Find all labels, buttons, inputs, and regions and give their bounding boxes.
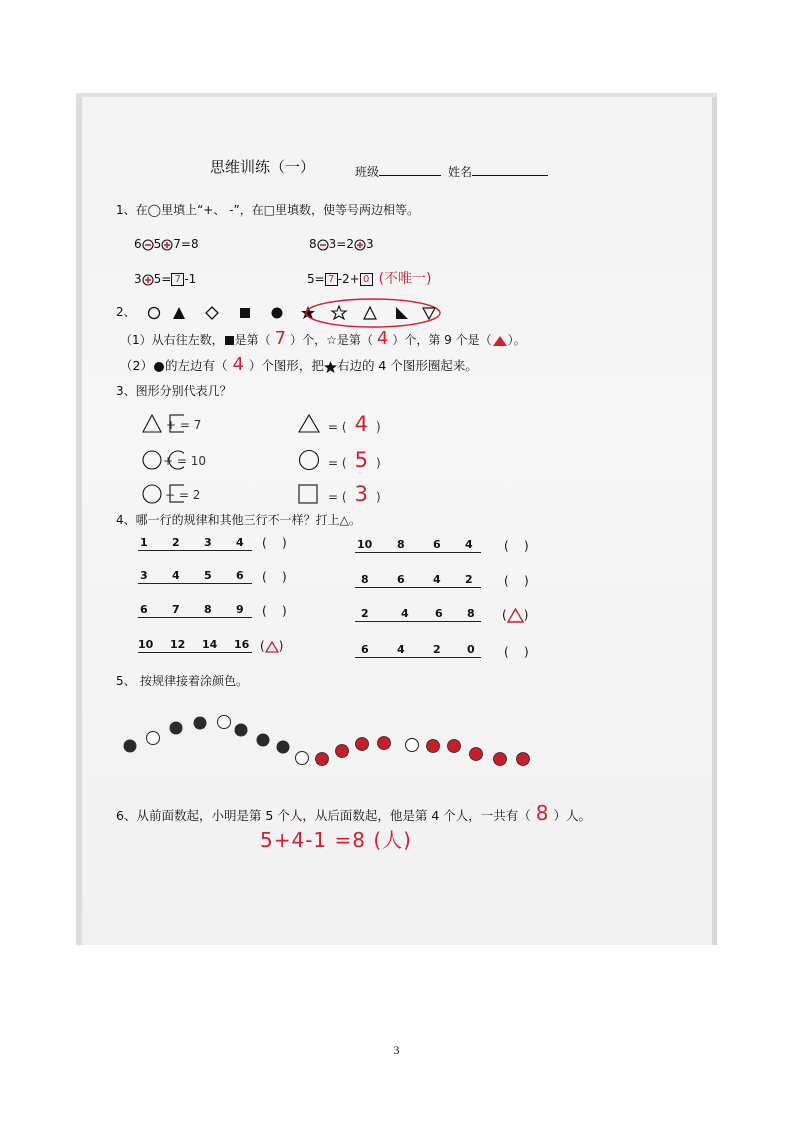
q6-prompt-a: 6、从前面数起，小明是第 5 个人，从后面数起，他是第 4 个人，一共有（ (116, 808, 531, 823)
q4-prompt: 4、哪一行的规律和其他三行不一样？打上△。 (116, 513, 361, 527)
name-label: 姓名 (448, 165, 473, 179)
paren-open: ( (262, 604, 267, 618)
q4-cell: 4 (172, 569, 180, 582)
q4-cell: 4 (397, 643, 405, 656)
q2-answer-left[interactable]: 4 (232, 354, 244, 375)
q4-cell: 4 (433, 573, 441, 586)
q4-cell: 2 (465, 573, 473, 586)
bead-dark (170, 722, 183, 735)
paren-open: ( (504, 539, 509, 553)
paren-close: ) (278, 639, 284, 653)
q4-cell: 3 (204, 536, 212, 549)
name-blank[interactable] (472, 163, 548, 176)
q4-cell: 6 (397, 573, 405, 586)
plus-circle-icon (354, 239, 366, 251)
q1-note: (不唯一) (378, 271, 432, 287)
q4-left-row (138, 603, 252, 618)
q3-eqs: = ( (328, 456, 347, 470)
q1-num: 3 (134, 272, 142, 286)
paren-close: ) (523, 574, 529, 588)
q2-number: 2、 (116, 305, 136, 319)
worksheet-title: 思维训练（一） (210, 158, 316, 176)
q2-sub2-text: （2） (120, 358, 153, 373)
q4-cell: 10 (357, 538, 373, 551)
circle-outline-icon (300, 451, 319, 470)
q3-close: ) (375, 456, 381, 470)
q3-prompt: 3、图形分别代表几？ (116, 384, 232, 398)
q4-cell: 6 (236, 569, 244, 582)
q4-right-row (355, 607, 481, 622)
q4-cell: 4 (401, 607, 409, 620)
bead-red (517, 753, 530, 766)
q4-cell: 9 (236, 603, 244, 616)
paren-open: ( (262, 570, 267, 584)
paren-open: ( (260, 639, 265, 653)
q1-num: 3 (365, 237, 374, 251)
q4-cell: 8 (204, 603, 212, 616)
q4-cell: 1 (140, 536, 148, 549)
q6-prompt (116, 801, 592, 825)
q5-bead-pattern (116, 705, 536, 775)
q4-cell: 4 (236, 536, 244, 549)
q1-num: 8 (309, 237, 317, 251)
q4-right-row (355, 573, 481, 588)
q4-cell: 6 (140, 603, 148, 616)
q3-answer-square[interactable]: 3 (354, 482, 368, 506)
q4-right-answer-2[interactable] (504, 574, 529, 588)
q1-prompt: 1、在◯里填上“+、 -”，在□里填数，使等号两边相等。 (116, 203, 420, 217)
q4-cell: 12 (170, 638, 186, 651)
q2-sub1-text: （1）从右往左数， (120, 333, 224, 347)
q1-row1-left (134, 236, 199, 252)
q4-cell: 2 (172, 536, 180, 549)
bead-empty (147, 732, 160, 745)
square-filled-icon (240, 308, 250, 318)
paren-close: ) (281, 570, 287, 584)
q2-sub2-text: ）个图形，把 (248, 358, 324, 373)
star-outline-icon (332, 306, 346, 319)
q4-cell: 6 (435, 607, 443, 620)
q1-answer-box[interactable]: 0 (360, 273, 373, 286)
q6-prompt-b: ）人。 (553, 808, 592, 823)
bead-red (316, 753, 329, 766)
q1-row2-right (307, 271, 432, 287)
q2-sub1-text: ）个，第 9 个是（ (392, 333, 492, 347)
q3-circle (297, 449, 321, 471)
q3-square (297, 483, 321, 505)
diamond-outline-icon (206, 307, 218, 319)
bead-dark (235, 724, 248, 737)
paren-open: ( (502, 608, 507, 622)
minus-circle-icon (317, 239, 329, 251)
paren-close: ) (281, 536, 287, 550)
q4-cell: 16 (234, 638, 250, 651)
circle-filled-icon (272, 308, 283, 319)
q1-num: 7=8 (173, 237, 199, 251)
q1-num: 5= (307, 272, 325, 286)
right-triangle-filled-icon (396, 307, 408, 319)
paren-close: ) (523, 608, 529, 622)
name-field (448, 163, 548, 180)
q2-sub2-text: 的左边有（ (164, 358, 228, 373)
triangle-outline-icon (143, 415, 161, 432)
paren-open: ( (262, 536, 267, 550)
bead-red (336, 745, 349, 758)
q3-close: ) (375, 420, 381, 434)
q4-cell: 14 (202, 638, 218, 651)
q1-num: -1 (184, 272, 197, 286)
q2-answer-square[interactable]: 7 (274, 328, 287, 349)
q3-ans-row2 (328, 448, 381, 472)
q4-cell: 6 (433, 538, 441, 551)
bead-red (356, 738, 369, 751)
bead-dark (124, 740, 137, 753)
q4-cell: 7 (172, 603, 180, 616)
q3-ans-row1 (328, 412, 381, 436)
q4-left-answer-2[interactable] (262, 570, 287, 584)
q4-cell: 10 (138, 638, 154, 651)
q4-cell: 2 (433, 643, 441, 656)
photo-top-edge (76, 93, 717, 97)
q5-prompt: 按规律接着涂颜色。 (140, 674, 249, 688)
bead-red (494, 753, 507, 766)
q3-ans-row3 (328, 482, 381, 506)
triangle-filled-icon (173, 307, 185, 319)
q3-close: ) (375, 490, 381, 504)
q4-left-answer-4[interactable] (260, 639, 283, 653)
q2-sub2-text: 右边的 4 个图形圈起来。 (336, 358, 478, 373)
q3-eq1: + = 7 (166, 418, 202, 432)
square-outline-icon (299, 485, 317, 503)
red-triangle-answer-icon[interactable] (492, 335, 508, 347)
q4-cell: 8 (361, 573, 369, 586)
paren-close: ) (523, 645, 529, 659)
q1-num: 5= (153, 272, 172, 286)
photo-left-edge (76, 93, 82, 945)
q1-answer-box[interactable]: 7 (325, 273, 338, 286)
q3-answer-circle[interactable]: 5 (354, 448, 368, 472)
q4-cell: 2 (361, 607, 369, 620)
class-label: 班级 (355, 165, 380, 179)
q5-number: 5、 (116, 674, 136, 688)
plus-circle-icon (142, 274, 154, 286)
q4-left-answer-3[interactable] (262, 604, 287, 618)
q4-right-answer-1[interactable] (504, 539, 529, 553)
circle-outline-icon (149, 308, 160, 319)
q1-num: -2+ (337, 272, 360, 286)
paren-open: ( (504, 574, 509, 588)
bead-empty (218, 716, 231, 729)
circle-outline-icon (143, 451, 161, 469)
q2-sub1 (120, 328, 526, 349)
bead-red (427, 740, 440, 753)
q1-num: 6 (134, 237, 142, 251)
q2-sub2 (120, 354, 478, 375)
q4-right-answer-4[interactable] (504, 645, 529, 659)
page-number: 3 (393, 1043, 400, 1057)
bead-dark (257, 734, 270, 747)
q4-cell: 8 (397, 538, 405, 551)
q2-shape-row (142, 296, 462, 332)
red-triangle-mark-icon (265, 641, 279, 653)
triangle-outline-icon (364, 307, 376, 319)
bead-empty (296, 752, 309, 765)
q3-eq2: + = 10 (163, 454, 207, 468)
minus-circle-icon (142, 239, 154, 251)
q1-num: 3=2 (328, 237, 354, 251)
plus-circle-icon (161, 239, 173, 251)
q3-tri (297, 413, 321, 435)
q3-answer-triangle[interactable]: 4 (354, 412, 368, 436)
q1-answer-box[interactable]: 7 (171, 273, 184, 286)
q4-cell: 3 (140, 569, 148, 582)
paren-open: ( (504, 645, 509, 659)
bead-red (448, 740, 461, 753)
q6-work: 5+4-1 =8 (人) (260, 828, 412, 852)
q4-left-row (138, 536, 252, 551)
star-filled-icon (324, 361, 337, 373)
paren-close: ) (523, 539, 529, 553)
q2-answer-star[interactable]: 4 (376, 328, 389, 349)
q4-cell: 8 (467, 607, 475, 620)
q4-cell: 0 (467, 643, 475, 656)
class-blank[interactable] (379, 163, 441, 176)
bead-red (378, 737, 391, 750)
q4-right-row (355, 643, 481, 658)
photo-right-edge (712, 93, 717, 945)
q3-eqs: = ( (328, 420, 347, 434)
worksheet-photo (76, 93, 717, 945)
bead-dark (277, 741, 290, 754)
red-triangle-mark-icon (507, 608, 524, 623)
paren-close: ) (281, 604, 287, 618)
circle-outline-icon (143, 485, 161, 503)
q4-cell: 5 (204, 569, 212, 582)
q3-eqs: = ( (328, 490, 347, 504)
q4-left-row (138, 638, 252, 653)
q4-cell: 4 (465, 538, 473, 551)
q6-answer[interactable]: 8 (535, 801, 549, 825)
bead-dark (194, 717, 207, 730)
bead-red (470, 748, 483, 761)
q1-num: 5 (153, 237, 162, 251)
triangle-outline-icon (299, 415, 319, 432)
q4-left-row (138, 569, 252, 584)
q4-right-row (355, 538, 481, 553)
q4-cell: 6 (361, 643, 369, 656)
q2-sub1-text: 是第（ (234, 333, 271, 347)
class-field (355, 163, 441, 180)
q4-left-answer-1[interactable] (262, 536, 287, 550)
down-triangle-outline-icon (423, 308, 435, 319)
q1-row2-left (134, 271, 196, 287)
q1-row1-right (309, 236, 374, 252)
q2-sub1-text: ）个，☆是第（ (290, 333, 373, 347)
q3-eq3: − = 2 (165, 488, 201, 502)
circle-filled-icon (153, 361, 165, 373)
q4-right-answer-3[interactable] (502, 608, 528, 623)
bead-empty (406, 739, 419, 752)
q2-sub1-text: ）。 (507, 333, 526, 347)
square-filled-icon (224, 335, 235, 346)
